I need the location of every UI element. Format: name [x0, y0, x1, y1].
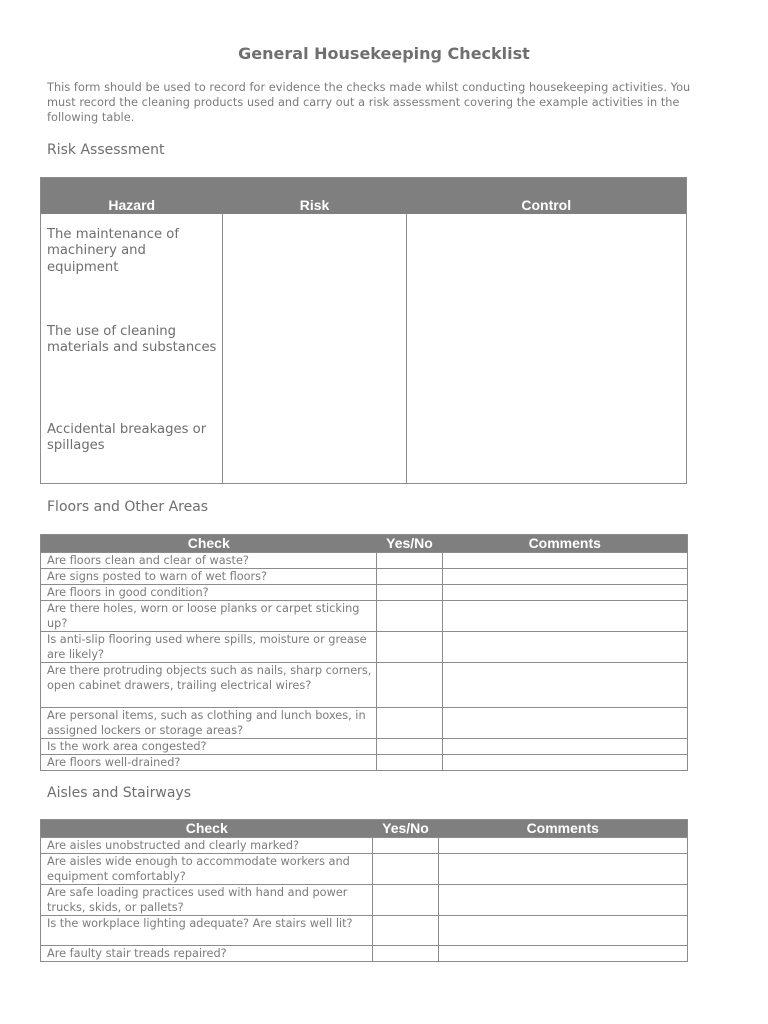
yes-no-cell[interactable] — [377, 553, 443, 569]
column-header-check: Check — [41, 535, 377, 553]
table-row — [41, 916, 688, 946]
comments-cell[interactable] — [439, 838, 688, 854]
comments-cell[interactable] — [439, 885, 688, 916]
control-cell[interactable] — [407, 214, 687, 484]
comments-cell[interactable] — [439, 946, 688, 962]
yes-no-cell[interactable] — [373, 916, 439, 946]
check-text: Is the workplace lighting adequate? Are stairs well lit? — [41, 916, 373, 946]
column-header-yes-no: Yes/No — [373, 820, 439, 838]
column-header-risk: Risk — [223, 178, 407, 215]
hazard-item: The use of cleaning materials and substances — [47, 324, 217, 356]
check-text: Is the work area congested? — [41, 739, 377, 755]
hazard-item: The maintenance of machinery and equipment — [47, 227, 180, 275]
check-text: Are there protruding objects such as nails, sharp corners, open cabinet drawers, trailing electrical wires? — [41, 663, 377, 708]
table-row — [41, 946, 688, 962]
comments-cell[interactable] — [439, 854, 688, 885]
table-row — [41, 553, 688, 569]
column-header-hazard: Hazard — [41, 178, 223, 215]
yes-no-cell[interactable] — [377, 569, 443, 585]
comments-cell[interactable] — [439, 916, 688, 946]
comments-cell[interactable] — [443, 663, 688, 708]
check-text: Are there holes, worn or loose planks or carpet sticking up? — [41, 601, 377, 632]
table-row — [41, 739, 688, 755]
aisles-checklist-table — [40, 819, 688, 962]
comments-cell[interactable] — [443, 755, 688, 771]
table-row — [41, 585, 688, 601]
intro-paragraph: This form should be used to record for evidence the checks made whilst conducting housekeeping activities. You must record the cleaning products used and carry out a risk assessment covering the example activities in the following table. — [47, 81, 691, 124]
table-row — [41, 838, 688, 854]
table-row — [41, 708, 688, 739]
column-header-check: Check — [41, 820, 373, 838]
check-text: Is anti-slip flooring used where spills, moisture or grease are likely? — [41, 632, 377, 663]
yes-no-cell[interactable] — [377, 755, 443, 771]
comments-cell[interactable] — [443, 708, 688, 739]
yes-no-cell[interactable] — [377, 601, 443, 632]
column-header-comments: Comments — [443, 535, 688, 553]
table-row — [41, 569, 688, 585]
yes-no-cell[interactable] — [377, 632, 443, 663]
yes-no-cell[interactable] — [373, 885, 439, 916]
column-header-control: Control — [407, 178, 687, 215]
risk-cell[interactable] — [223, 214, 407, 484]
check-text: Are safe loading practices used with hand and power trucks, skids, or pallets? — [41, 885, 373, 916]
yes-no-cell[interactable] — [377, 708, 443, 739]
check-text: Are aisles unobstructed and clearly marked? — [41, 838, 373, 854]
column-header-yes-no: Yes/No — [377, 535, 443, 553]
yes-no-cell[interactable] — [373, 854, 439, 885]
yes-no-cell[interactable] — [373, 946, 439, 962]
page-title: General Housekeeping Checklist — [238, 44, 530, 63]
risk-assessment-heading: Risk Assessment — [47, 142, 165, 158]
check-text: Are floors in good condition? — [41, 585, 377, 601]
risk-assessment-table — [40, 177, 687, 484]
aisles-heading: Aisles and Stairways — [47, 785, 192, 801]
yes-no-cell[interactable] — [377, 585, 443, 601]
table-row — [41, 885, 688, 916]
hazard-item: Accidental breakages or spillages — [47, 422, 207, 454]
table-row — [41, 632, 688, 663]
column-header-comments: Comments — [439, 820, 688, 838]
check-text: Are signs posted to warn of wet floors? — [41, 569, 377, 585]
comments-cell[interactable] — [443, 569, 688, 585]
table-row — [41, 854, 688, 885]
check-text: Are aisles wide enough to accommodate workers and equipment comfortably? — [41, 854, 373, 885]
comments-cell[interactable] — [443, 632, 688, 663]
floors-checklist-table — [40, 534, 688, 771]
table-row — [41, 601, 688, 632]
yes-no-cell[interactable] — [377, 663, 443, 708]
comments-cell[interactable] — [443, 585, 688, 601]
check-text: Are floors clean and clear of waste? — [41, 553, 377, 569]
yes-no-cell[interactable] — [373, 838, 439, 854]
comments-cell[interactable] — [443, 601, 688, 632]
table-row — [41, 663, 688, 708]
yes-no-cell[interactable] — [377, 739, 443, 755]
check-text: Are personal items, such as clothing and lunch boxes, in assigned lockers or storage areas? — [41, 708, 377, 739]
comments-cell[interactable] — [443, 553, 688, 569]
comments-cell[interactable] — [443, 739, 688, 755]
hazard-cell — [41, 214, 223, 484]
table-row — [41, 755, 688, 771]
check-text: Are floors well-drained? — [41, 755, 377, 771]
floors-heading: Floors and Other Areas — [47, 499, 209, 515]
check-text: Are faulty stair treads repaired? — [41, 946, 373, 962]
